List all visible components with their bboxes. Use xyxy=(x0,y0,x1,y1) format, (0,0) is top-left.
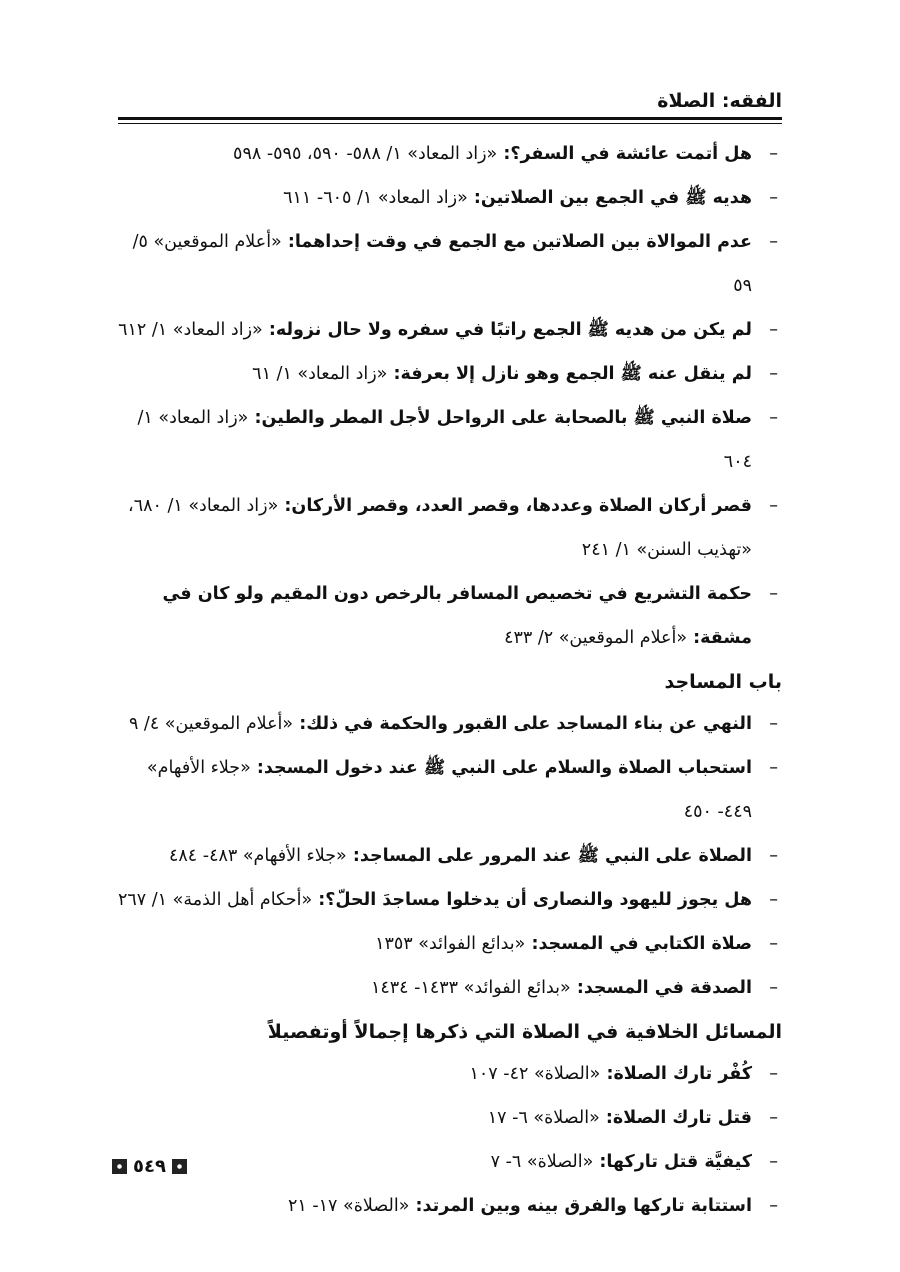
entry-topic: هديه ﷺ في الجمع بين الصلاتين: xyxy=(473,188,752,208)
page-number: ٥٤٩ xyxy=(133,1156,166,1177)
entry-topic: الصلاة على النبي ﷺ عند المرور على المساجد: xyxy=(352,846,752,866)
entry-dash: – xyxy=(769,1108,778,1128)
entry-citation: «زاد المعاد» ١/ ٦٠٥- ٦١١ xyxy=(283,188,468,208)
entry-dash: – xyxy=(769,188,778,208)
entry-topic: صلاة النبي ﷺ بالصحابة على الرواحل لأجل المطر والطين: xyxy=(254,408,752,428)
entry-citation: «زاد المعاد» ١/ ٦٠٤ xyxy=(137,408,752,472)
index-entry xyxy=(118,746,782,834)
entry-dash: – xyxy=(769,320,778,340)
entry-citation: «أعلام الموقعين» ٥/ ٥٩ xyxy=(132,232,752,296)
entry-dash: – xyxy=(769,1064,778,1084)
entry-citation: «زاد المعاد» ١/ ٦١ xyxy=(252,364,388,384)
entry-dash: – xyxy=(769,144,778,164)
entry-citation: «الصلاة» ٦- ٧ xyxy=(490,1152,594,1172)
index-entry xyxy=(118,1184,782,1228)
index-entry xyxy=(118,132,782,176)
index-entry xyxy=(118,878,782,922)
entry-topic: كُفْر تارك الصلاة: xyxy=(606,1064,752,1084)
section-heading: باب المساجد xyxy=(664,671,782,693)
entry-citation: «الصلاة» ١٧- ٢١ xyxy=(287,1196,410,1216)
index-content xyxy=(118,132,782,1228)
entry-citation: «جلاء الأفهام» ٤٨٣- ٤٨٤ xyxy=(168,846,347,866)
index-entry xyxy=(118,352,782,396)
entry-dash: – xyxy=(769,584,778,604)
entry-topic: استتابة تاركها والفرق بينه وبين المرتد: xyxy=(415,1196,752,1216)
entry-dash: – xyxy=(769,714,778,734)
entry-dash: – xyxy=(769,408,778,428)
entry-dash: – xyxy=(769,890,778,910)
section-heading: المسائل الخلافية في الصلاة التي ذكرها إجمالاً أوتفصيلاً xyxy=(267,1021,782,1043)
entry-dash: – xyxy=(769,364,778,384)
running-head: الفقه: الصلاة xyxy=(657,90,782,112)
entry-dash: – xyxy=(769,758,778,778)
entry-citation: «زاد المعاد» ١/ ٥٨٨- ٥٩٠، ٥٩٥- ٥٩٨ xyxy=(233,144,498,164)
entry-citation: «جلاء الأفهام» ٤٤٩- ٤٥٠ xyxy=(146,758,752,822)
entry-dash: – xyxy=(769,232,778,252)
entry-citation: «الصلاة» ٤٢- ١٠٧ xyxy=(469,1064,601,1084)
index-entry xyxy=(118,484,782,572)
entry-citation: «بدائع الفوائد» ١٣٥٣ xyxy=(375,934,526,954)
entry-topic: النهي عن بناء المساجد على القبور والحكمة في ذلك: xyxy=(299,714,752,734)
entry-citation: «بدائع الفوائد» ١٤٣٣- ١٤٣٤ xyxy=(370,978,571,998)
entry-citation: «زاد المعاد» ١/ ٦٨٠، «تهذيب السنن» ١/ ٢٤١ xyxy=(128,496,752,560)
index-entry xyxy=(118,176,782,220)
index-entry xyxy=(118,1096,782,1140)
entry-citation: «الصلاة» ٦- ١٧ xyxy=(487,1108,600,1128)
entry-topic: هل يجوز لليهود والنصارى أن يدخلوا مساجدَ الحلّ؟: xyxy=(318,890,752,910)
entry-dash: – xyxy=(769,1196,778,1216)
entry-topic: قصر أركان الصلاة وعددها، وقصر العدد، وقصر الأركان: xyxy=(284,496,752,516)
entry-dash: – xyxy=(769,496,778,516)
entry-topic: صلاة الكتابي في المسجد: xyxy=(531,934,752,954)
entry-topic: استحباب الصلاة والسلام على النبي ﷺ عند دخول المسجد: xyxy=(256,758,752,778)
entry-dash: – xyxy=(769,846,778,866)
header-rule-thick xyxy=(118,117,782,120)
entry-topic: لم ينقل عنه ﷺ الجمع وهو نازل إلا بعرفة: xyxy=(393,364,752,384)
entry-dash: – xyxy=(769,978,778,998)
index-entry xyxy=(118,922,782,966)
index-entry xyxy=(118,834,782,878)
header-rule-thin xyxy=(118,123,782,124)
index-entry xyxy=(118,396,782,484)
index-entry xyxy=(118,220,782,308)
ornament-icon xyxy=(172,1159,187,1174)
index-entry xyxy=(118,702,782,746)
index-entry xyxy=(118,966,782,1010)
ornament-icon xyxy=(112,1159,127,1174)
entry-topic: عدم الموالاة بين الصلاتين مع الجمع في وقت إحداهما: xyxy=(287,232,752,252)
entry-topic: قتل تارك الصلاة: xyxy=(605,1108,752,1128)
index-entry xyxy=(118,308,782,352)
index-entry xyxy=(118,572,782,660)
entry-topic: حكمة التشريع في تخصيص المسافر بالرخص دون المقيم ولو كان في مشقة: xyxy=(162,584,752,648)
entry-citation: «أعلام الموقعين» ٤/ ٩ xyxy=(128,714,294,734)
entry-topic: لم يكن من هديه ﷺ الجمع راتبًا في سفره ولا حال نزوله: xyxy=(268,320,752,340)
page-footer xyxy=(112,1156,187,1177)
index-entry xyxy=(118,1140,782,1184)
entry-citation: «أعلام الموقعين» ٢/ ٤٣٣ xyxy=(504,628,688,648)
entry-citation: «أحكام أهل الذمة» ١/ ٢٦٧ xyxy=(117,890,313,910)
entry-dash: – xyxy=(769,1152,778,1172)
entry-topic: كيفيَّة قتل تاركها: xyxy=(599,1152,752,1172)
entry-topic: الصدقة في المسجد: xyxy=(576,978,752,998)
index-entry xyxy=(118,1052,782,1096)
entry-citation: «زاد المعاد» ١/ ٦١٢ xyxy=(118,320,263,340)
entry-topic: هل أتمت عائشة في السفر؟: xyxy=(503,144,752,164)
entry-dash: – xyxy=(769,934,778,954)
